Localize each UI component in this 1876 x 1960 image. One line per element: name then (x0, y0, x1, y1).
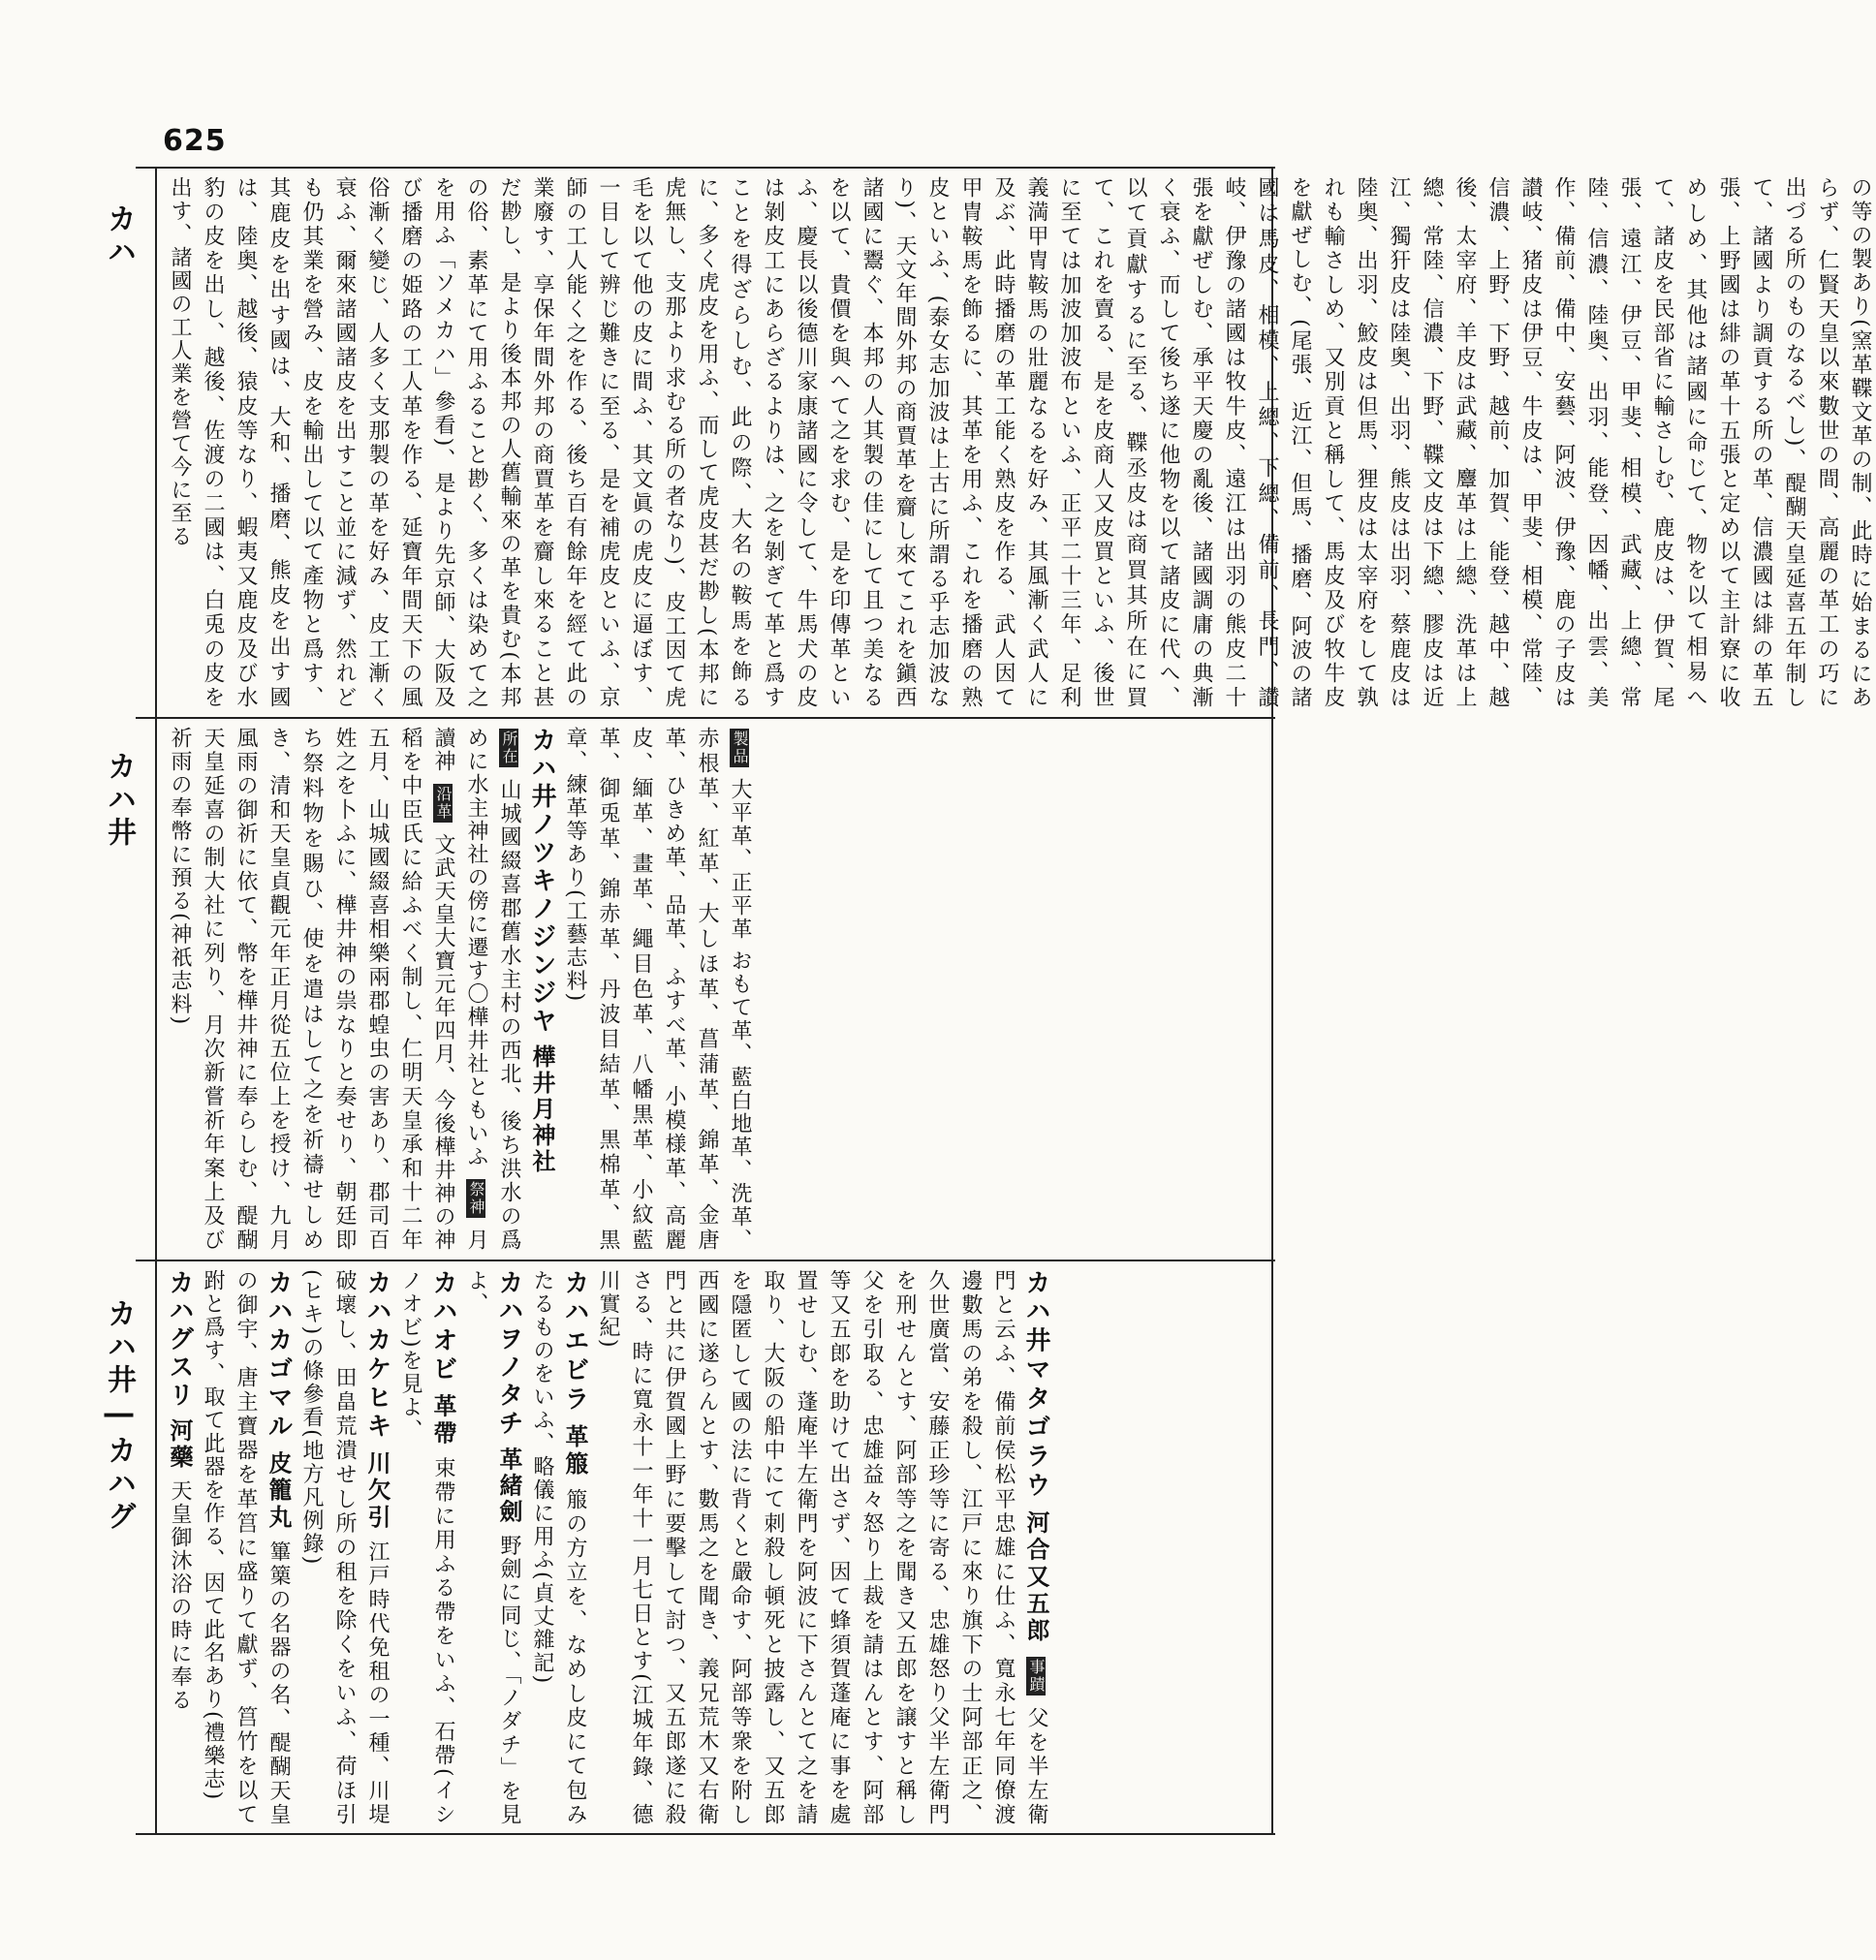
text-kahaebira: 箙の方立を、なめし皮にて包みたるものをいふ、略儀に用ふ(貞丈雜記) (530, 1269, 587, 1826)
headword-kahaebira: カハエビラ (560, 1269, 589, 1415)
page-number: 625 (163, 124, 227, 158)
text-history: 文武天皇大寶元年四月、今後樺井神の神稻を中臣氏に給ふべく制し、仁明天皇承和十二年五月、山城國綴喜相樂兩郡蝗虫の害あり、郡司百姓之を卜ふに、樺井神の祟なりと奏せり、朝廷即ち祭料物を賜ひ、使を遣はして之を祈禱せしめき、清和天皇貞觀元年正月從五位上を授け、九月風雨の御祈に依て、幣を樺井神に奉らしむ、醍醐天皇延喜の制大社に列り、月次新嘗祈年案上及び祈雨の奉幣に預る(神祇志料) (168, 727, 455, 1252)
text-location: 山城國綴喜郡舊水主村の西北、後ち洪水の爲めに水主神社の傍に遷す〇樺井社ともいふ (464, 727, 521, 1253)
tag-history: 沿革 (434, 786, 453, 821)
tag-location: 所在 (500, 731, 518, 765)
text-deity: 月讀神 (431, 727, 488, 1252)
text-kahakagomaru: 篳篥の名器の名、醍醐天皇の御宇、唐主寶器を革筥に盛りて獻ず、筥竹を以て跗と爲す、取て此器を作る、因て此名あり(禮樂志) (201, 1269, 291, 1827)
headword-kahagusuri: カハグスリ (165, 1269, 194, 1410)
headword-kahakakehiki: カハカケヒキ (362, 1269, 391, 1442)
headword-kahawonotachi: カハヲノタチ (494, 1269, 523, 1439)
side-tab-kahai: カハ井 (102, 751, 136, 850)
text-matagorou: 父を半左衛門と云ふ、備前侯松平忠雄に仕ふ、寬永七年同僚渡邊數馬の弟を殺し、江戸に來り旗下の士阿部正之、久世廣當、安藤正珍等に寄る、忠雄怒り父半左衛門を刑せんとす、阿部等之を聞き又五郎を譲すと稱し父を引取る、忠雄益々怒り上裁を請はんとす、阿部等又五郎を助けて出さず、因て蜂須賀蓬庵に事を處置せしむ、蓬庵半左衛門を阿波に下さんとて之を請取り、大阪の船中にて刺殺し頓死と披露し、又五郎を隱匿して國の法に背くと嚴命す、阿部等衆を附し西國に遂らんとす、數馬之を聞き、義兄荒木又右衛門と共に伊賀國上野に要擊して討つ、又五郎遂に殺さる、時に寬永十一年十一月七日とす(江城年錄、德川實紀) (596, 1269, 1048, 1826)
tag-seihin: 製品 (731, 731, 749, 765)
entry-body (163, 727, 756, 1252)
section-divider-2 (136, 1260, 1275, 1261)
text-kahaobi: 束帶に用ふる帶をいふ、石帶(イシノオビ)を見よ、 (398, 1269, 455, 1827)
text-kahakakehiki: 江戸時代免租の一種、川堤破壞し、田畠荒潰せし所の租を除くをいふ、荷ほ引(ヒキ)の條參看(地方凡例錄) (299, 1269, 390, 1827)
kanji-kahaobi: 革帶 (429, 1393, 457, 1448)
kanji-matagorou: 河合又五郎 (1022, 1509, 1050, 1645)
side-tab-kaha: カハ (102, 203, 136, 269)
kanji-kahagusuri: 河藥 (166, 1418, 194, 1471)
headword-kahakagomaru: カハカゴマル (264, 1269, 293, 1442)
kanji-kahakakehiki: 川欠引 (363, 1450, 391, 1532)
entry-kanji: 樺井月神社 (528, 1044, 556, 1175)
entries-body (163, 1269, 1052, 1826)
bottom-rule (136, 1833, 1275, 1835)
kanji-kahaebira: 革箙 (561, 1424, 589, 1478)
text-kahawonotachi: 野劍に同じ、「ノダチ」を見よ、 (464, 1269, 521, 1827)
top-rule (136, 167, 1275, 169)
section-divider-1 (136, 717, 1275, 719)
section-kahai-no-tsuki-jinja (163, 727, 1267, 1252)
body-text: の等の製あり(窯革鞢文革の制、此時に始まるにあらず、仁賢天皇以來數世の間、高麗の革工の巧に出づる所のものなるべし)、醍醐天皇延喜五年制して、諸國より調貢する所の革、信濃國は緋の革五張、上野國は緋の革十五張と定め以て主計寮に收めしめ、其他は諸國に命じて、物を以て相易へて、諸皮を民部省に輸さしむ、鹿皮は、伊賀、尾張、遠江、伊豆、甲斐、相模、武藏、上總、常陸、信濃、陸奥、出羽、能登、因幡、出雲、美作、備前、備中、安藝、阿波、伊豫、鹿の子皮は讃岐、猪皮は伊豆、牛皮は、甲斐、相模、常陸、信濃、上野、下野、越前、加賀、能登、越中、越後、太宰府、羊皮は武藏、麞革は上總、洗革は上總、常陸、信濃、下野、鞢文皮は下總、膠皮は近江、獨犴皮は陸奥、出羽、熊皮は出羽、蔡鹿皮は陸奥、出羽、鮫皮は但馬、狸皮は太宰府をして孰れも輸さしめ、又別貢と稱して、馬皮及び牧牛皮を獻ぜしむ、(尾張、近江、但馬、播磨、阿波の諸國は馬皮、相模、上總、下總、備前、長門、讃岐、伊豫の諸國は牧牛皮、遠江は出羽の熊皮二十張を獻ぜしむ、承平天慶の亂後、諸國調庸の典漸く衰ふ、而して後ち遂に他物を以て諸皮に代へ、以て貢獻するに至る、鞢丞皮は商買其所在に買て、これを賣る、是を皮商人又皮買といふ、後世に至ては加波加波布といふ、正平二十三年、足利義満甲冑鞍馬の壯麗なるを好み、其風漸く武人に及ぶ、此時播磨の革工能く熟皮を作る、武人因て甲冑鞍馬を飾るに、其革を用ふ、これを播磨の熟皮といふ、(泰女志加波は上古に所謂る乎志加波なり)、天文年間外邦の商賈革を齎し來てこれを鎭西諸國に鬻ぐ、本邦の人其製の佳にして且つ美なるを以て、貴價を與へて之を求む、是を印傳革といふ、慶長以後德川家康諸國に令して、牛馬犬の皮は剝皮工にあらざるよりは、之を剝ぎて革と爲すことを得ざらしむ、此の際、大名の鞍馬を飾るに、多く虎皮を用ふ、而して虎皮甚だ尠し(本邦に虎無し、支那より求むる所の者なり)、皮工因て虎毛を以て他の皮に間ふ、其文眞の虎皮に逼ぼす、一目して辨じ難きに至る、是を補虎皮といふ、京師の工人能く之を作る、後ち百有餘年を經て此の業廢す、享保年間外邦の商賈革を齎し來ること甚だ尠し、是より後本邦の人舊輸來の革を貴む(本邦の俗、素革にて用ふること尠く、多くは染めて之を用ふ「ソメカハ」參看)、是より先京師、大阪及び播磨の姫路の工人革を作る、延寶年間天下の風俗漸く變じ、人多く支那製の革を好み、皮工漸く衰ふ、爾來諸國諸皮を出すこと並に減ず、然れども仍其業を營み、皮を輸出して以て產物と爲す、其鹿皮を出す國は、大和、播磨、熊皮を出す國は、陸奥、越後、猿皮等なり、蝦夷又鹿皮及び水豹の皮を出し、越後、佐渡の二國は、白兎の皮を出す、諸國の工人業を營て今に至る (168, 176, 1872, 709)
section-kaha-continued (163, 176, 1872, 709)
kanji-kahawonotachi: 革緒劍 (495, 1447, 523, 1526)
tag-jiseki: 事蹟 (1027, 1658, 1046, 1694)
text-kahagusuri: 天皇御沐浴の時に奉る (168, 1479, 192, 1712)
headword-matagorou: カハ井マタゴラウ (1021, 1269, 1050, 1501)
section-kahai-entries (163, 1269, 1267, 1826)
side-tab-kahai-kahagu: カハ井―カハグ (102, 1298, 136, 1534)
kanji-kahakagomaru: 皮籠丸 (265, 1450, 293, 1532)
tag-deity: 祭神 (467, 1181, 485, 1216)
headword-kahaobi: カハオビ (428, 1269, 457, 1384)
text-products: 大平革、正平革 おもて革、藍白地革、洗革、赤根革、紅革、大しほ革、菖蒲革、錦革、金唐革、ひきめ革、品革、ふすべ革、小模様革、高麗皮、緬革、畫革、繩目色革、八幡黒革、小紋藍革、御兎革、錦赤革、丹波目結革、黒棉革、黒章、練革等あり(工藝志料) (563, 727, 752, 1252)
entry-headword: カハ井ノツキノジンジヤ (527, 727, 556, 1036)
